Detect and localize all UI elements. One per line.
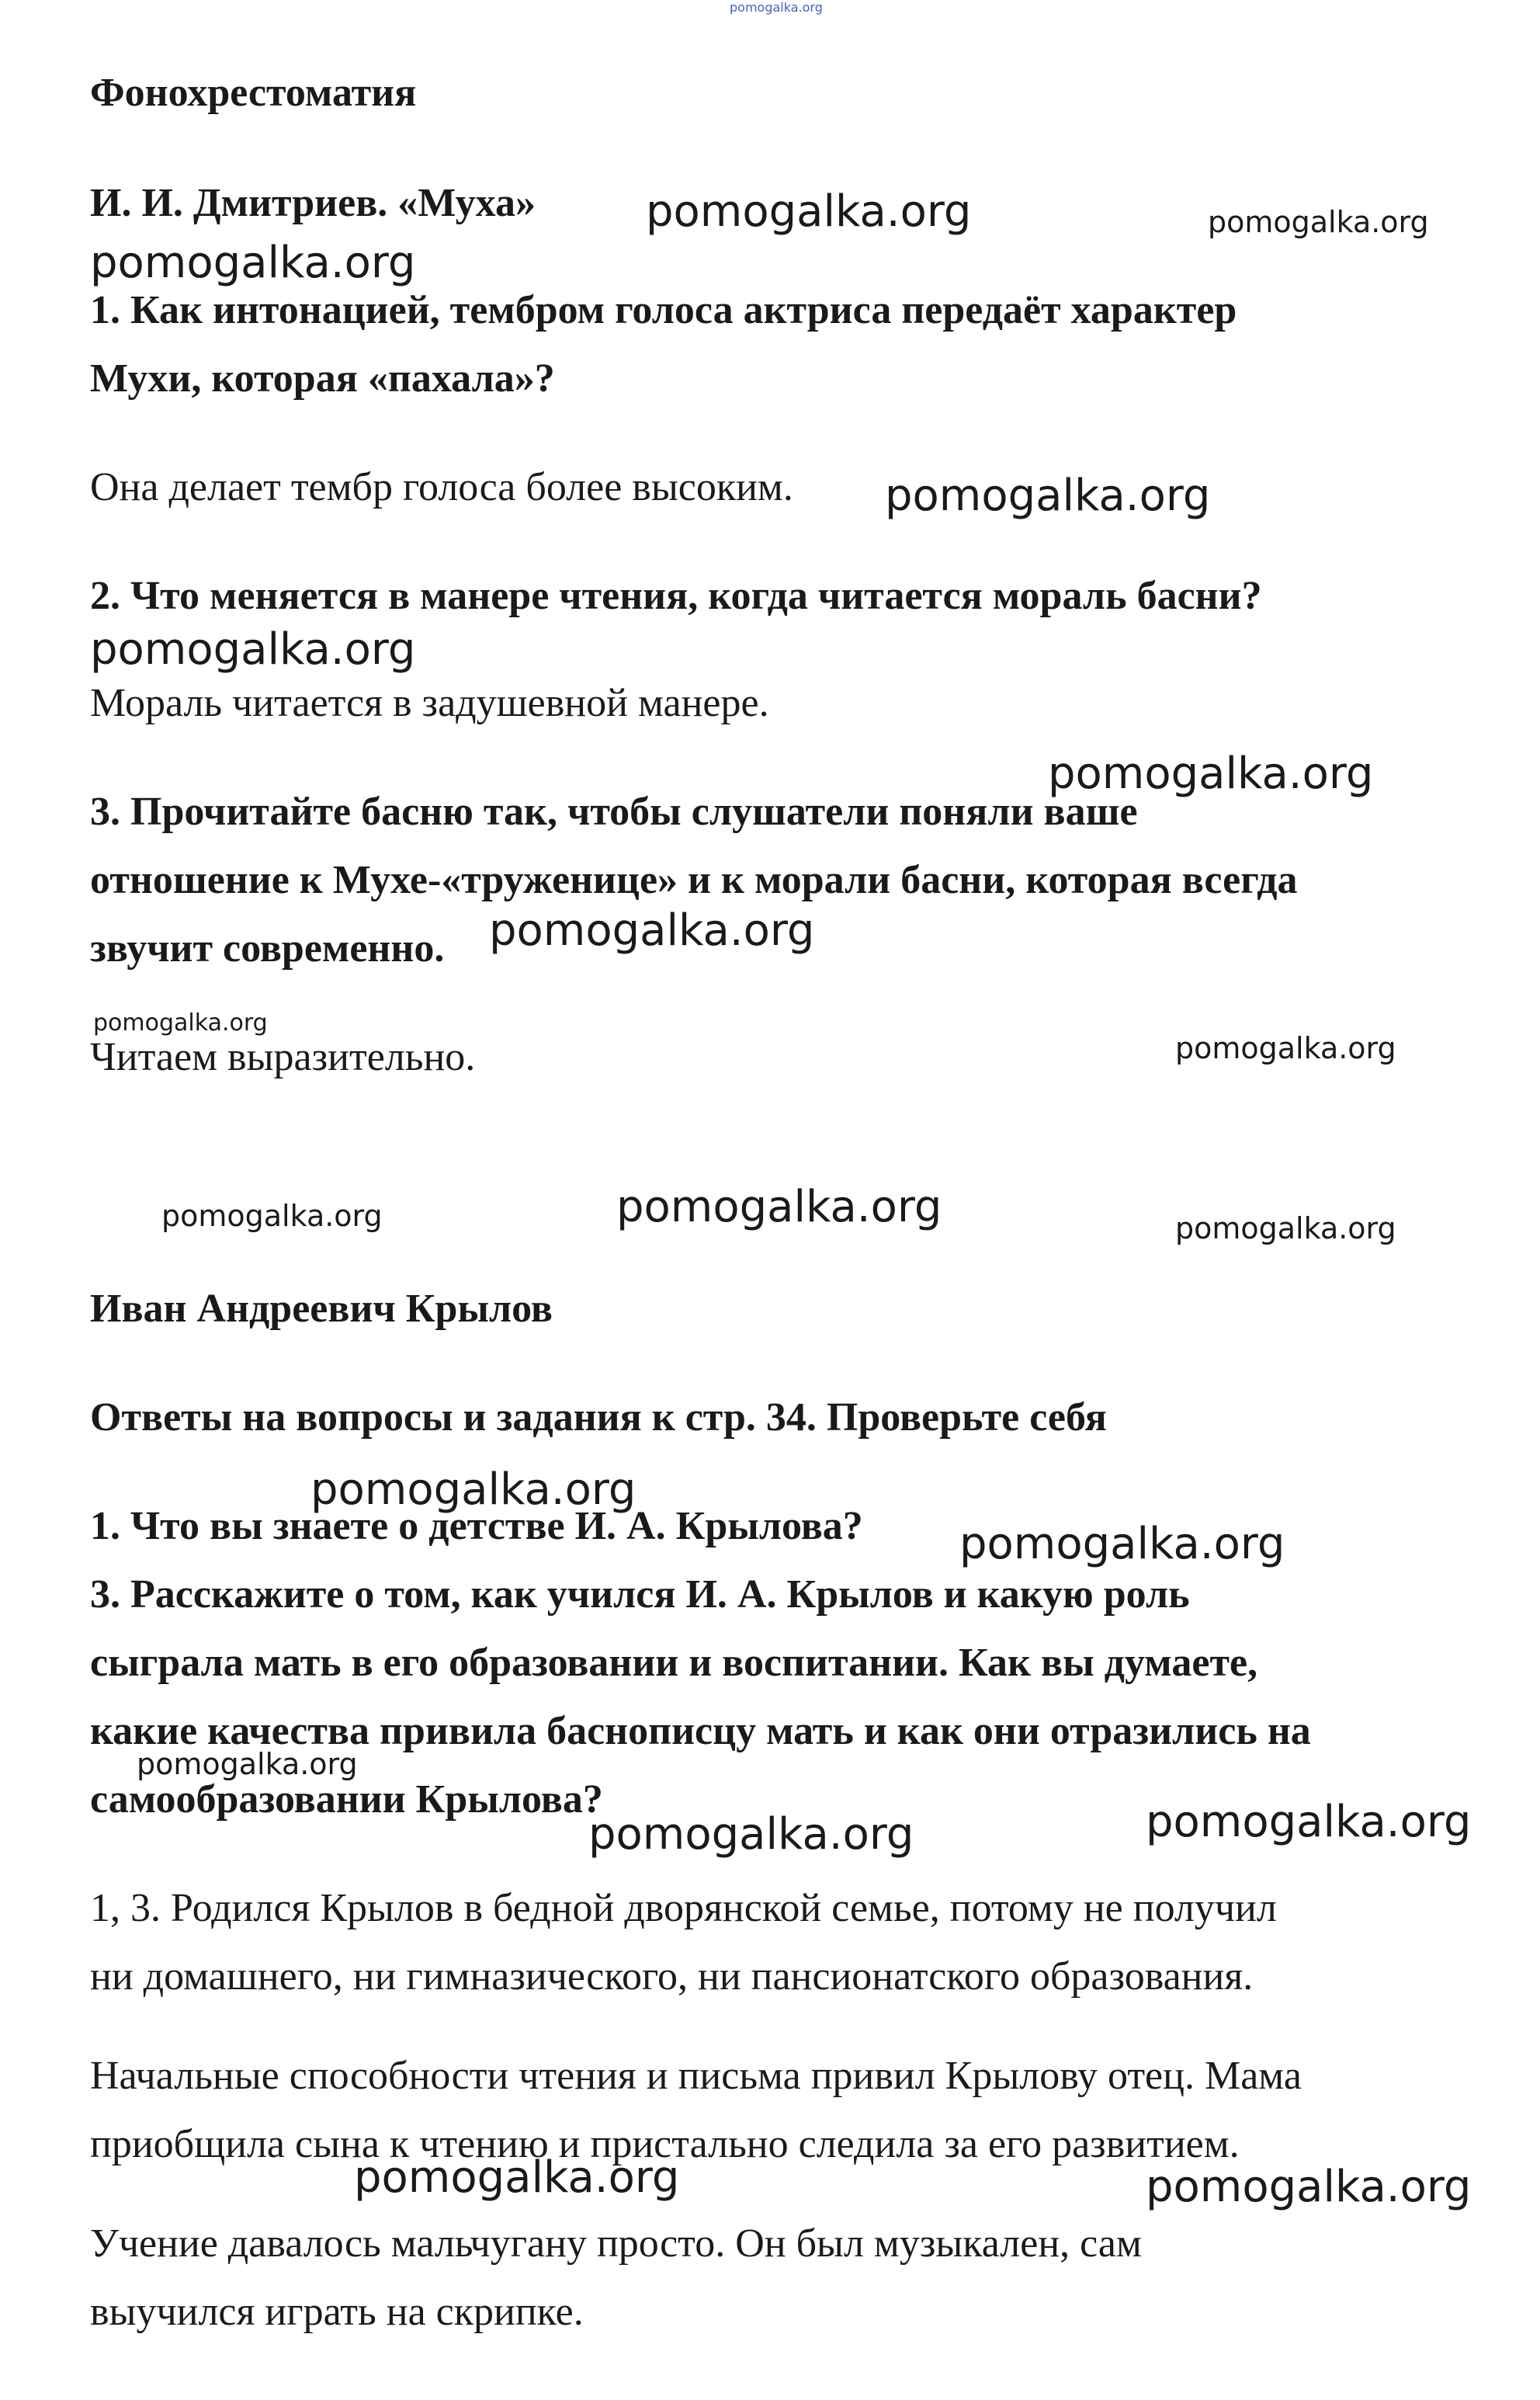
krylov-answer-p2-line-2: приобщила сына к чтению и пристально следила за его развитием. (90, 2122, 1240, 2166)
krylov-answer-p3-line-2: выучился играть на скрипке. (90, 2290, 584, 2334)
krylov-question-1: 1. Что вы знаете о детстве И. А. Крылова? (90, 1504, 863, 1548)
watermark: pomogalka.org (90, 238, 416, 288)
answer-3: Читаем выразительно. (90, 1035, 476, 1079)
krylov-answer-p1-line-2: ни домашнего, ни гимназического, ни пансионатского образования. (90, 1954, 1254, 1999)
watermark: pomogalka.org (310, 1464, 636, 1515)
krylov-question-3-line-4: самообразовании Крылова? (90, 1777, 603, 1822)
watermark: pomogalka.org (489, 905, 815, 956)
watermark: pomogalka.org (137, 1747, 358, 1781)
question-1-line-1: 1. Как интонацией, тембром голоса актриса передаёт характер (90, 288, 1237, 332)
watermark: pomogalka.org (90, 624, 416, 675)
watermark: pomogalka.org (1146, 1797, 1472, 1847)
watermark: pomogalka.org (354, 2152, 680, 2203)
krylov-question-3-line-3: какие качества привила баснописцу мать и как они отразились на (90, 1709, 1311, 1753)
watermark: pomogalka.org (1175, 1211, 1396, 1245)
question-2: 2. Что меняется в манере чтения, когда читается мораль басни? (90, 574, 1262, 618)
watermark: pomogalka.org (885, 471, 1211, 521)
krylov-question-3-line-1: 3. Расскажите о том, как учился И. А. Крылов и какую роль (90, 1572, 1190, 1617)
question-3-line-3: звучит современно. (90, 926, 445, 971)
watermark: pomogalka.org (588, 1809, 914, 1860)
heading-krylov: Иван Андреевич Крылов (90, 1287, 553, 1331)
question-3-line-2: отношение к Мухе-«труженице» и к морали басни, которая всегда (90, 858, 1298, 902)
answer-2: Мораль читается в задушевной манере. (90, 681, 769, 725)
subheading-answers-p34: Ответы на вопросы и задания к стр. 34. Проверьте себя (90, 1395, 1107, 1440)
watermark: pomogalka.org (616, 1182, 942, 1232)
watermark: pomogalka.org (161, 1199, 383, 1233)
question-1-line-2: Мухи, которая «пахала»? (90, 356, 555, 401)
question-3-line-1: 3. Прочитайте басню так, чтобы слушатели поняли ваше (90, 790, 1138, 834)
krylov-answer-p2-line-1: Начальные способности чтения и письма привил Крылову отец. Мама (90, 2054, 1302, 2098)
top-site-link[interactable]: pomogalka.org (730, 0, 823, 15)
watermark: pomogalka.org (646, 186, 972, 237)
answer-1: Она делает тембр голоса более высоким. (90, 465, 793, 509)
watermark: pomogalka.org (1175, 1031, 1396, 1065)
subheading-dmitriev-mukha: И. И. Дмитриев. «Муха» (90, 181, 536, 225)
krylov-answer-p3-line-1: Учение давалось мальчугану просто. Он был музыкален, сам (90, 2221, 1142, 2266)
watermark: pomogalka.org (1208, 205, 1429, 239)
watermark: pomogalka.org (1048, 748, 1374, 799)
watermark: pomogalka.org (959, 1519, 1285, 1569)
krylov-answer-p1-line-1: 1, 3. Родился Крылов в бедной дворянской семье, потому не получил (90, 1886, 1277, 1930)
watermark: pomogalka.org (93, 1009, 268, 1037)
krylov-question-3-line-2: сыграла мать в его образовании и воспитании. Как вы думаете, (90, 1641, 1258, 1685)
heading-fonokhrestomatiya: Фонохрестоматия (90, 71, 417, 115)
watermark: pomogalka.org (1146, 2162, 1472, 2212)
